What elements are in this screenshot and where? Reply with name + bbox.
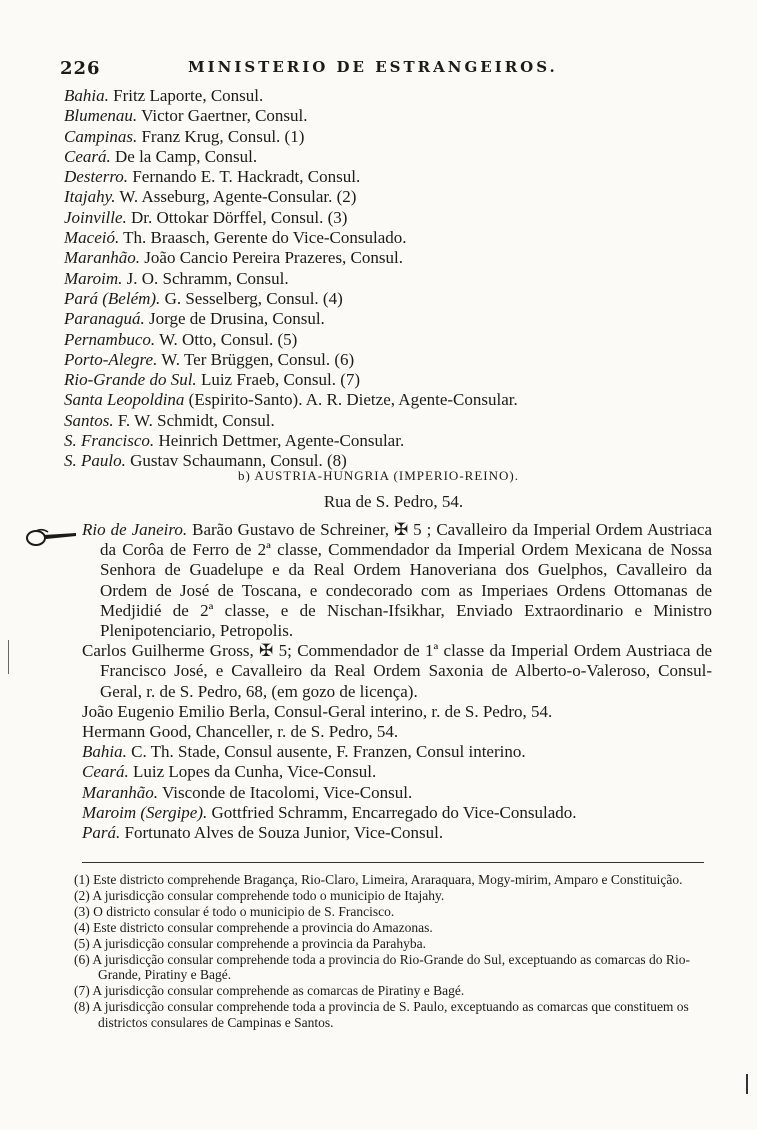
entry-line <box>64 269 704 289</box>
margin-mark <box>8 640 9 674</box>
running-title: MINISTERIO DE ESTRANGEIROS. <box>188 58 558 76</box>
entry-place: Ceará. <box>64 146 111 166</box>
footnote: (7) A jurisdicção consular comprehende as comarcas de Piratiny e Bagé. <box>74 983 465 999</box>
section-address: Rua de S. Pedro, 54. <box>323 492 464 511</box>
entry-place: Maroim (Sergipe). <box>82 802 208 822</box>
entry-place: Pará. <box>82 823 121 843</box>
entry-place: Joinville. <box>64 207 127 227</box>
entry-line <box>82 722 712 742</box>
footnote-divider <box>82 862 704 863</box>
entry-text: C. Th. Stade, Consul ausente, F. Franzen, Consul interino. <box>126 742 526 762</box>
entry-line <box>64 127 704 147</box>
entry-text: W. Ter Brüggen, Consul. (6) <box>157 349 355 369</box>
entry-line <box>64 147 704 167</box>
consul-list-austria <box>82 520 712 843</box>
entry-place: Campinas. <box>64 126 138 146</box>
entry-line <box>82 520 712 641</box>
entry-text: Gustav Schaumann, Consul. (8) <box>125 451 347 471</box>
pointing-hand-icon <box>24 524 80 548</box>
entry-line <box>82 702 712 722</box>
entry-line <box>64 248 704 268</box>
entry-place: Pará (Belém). <box>64 288 161 308</box>
entry-text: Th. Braasch, Gerente do Vice-Consulado. <box>119 228 407 248</box>
entry-place: Maranhão. <box>64 248 141 268</box>
entry-text: Visconde de Itacolomi, Vice-Consul. <box>158 782 413 802</box>
footnote: (3) O districto consular é todo o municipio de S. Francisco. <box>74 903 395 919</box>
entry-place: Maroim. <box>64 268 123 288</box>
entry-text: J. O. Schramm, Consul. <box>122 268 289 288</box>
entry-text: Jorge de Drusina, Consul. <box>144 309 325 329</box>
entry-place: Rio de Janeiro. <box>82 520 188 539</box>
entry-place: Rio-Grande do Sul. <box>64 370 197 390</box>
entry-text: Luiz Fraeb, Consul. (7) <box>196 370 361 390</box>
footnote: (8) A jurisdicção consular comprehende toda a provincia de S. Paulo, exceptuando as comarcas que constituem os districtos consulares de Campinas e Santos. <box>74 999 689 1031</box>
entry-text: (Espirito-Santo). A. R. Dietze, Agente-Consular. <box>184 390 518 410</box>
footnote: (1) Este districto comprehende Bragança, Rio-Claro, Limeira, Araraquara, Mogy-mirim, Amparo e Constituição. <box>74 872 683 887</box>
entry-line <box>82 742 712 762</box>
entry-text: W. Asseburg, Agente-Consular. (2) <box>115 187 357 207</box>
entry-line <box>64 289 704 309</box>
footnote: (5) A jurisdicção consular comprehende a provincia da Parahyba. <box>74 935 426 951</box>
entry-line <box>64 370 704 390</box>
entry-place: Santos. <box>64 410 114 430</box>
entry-text: Victor Gaertner, Consul. <box>137 106 308 126</box>
entry-text: Carlos Guilherme Gross, ✠ 5; Commendador de 1ª classe da Imperial Ordem Austriaca de Francisco José, e Cavalleiro da Real Ordem Saxonia de Alberto-o-Valeroso, Consul-Geral, r. de S. Pedro, 68, (em gozo de licença). <box>82 641 712 701</box>
entry-place: Ceará. <box>82 762 129 782</box>
entry-place: S. Francisco. <box>64 431 155 451</box>
entry-line <box>64 330 704 350</box>
entry-place: Paranaguá. <box>64 309 145 329</box>
footnote: (6) A jurisdicção consular comprehende toda a provincia do Rio-Grande do Sul, exceptuando as comarcas do Rio-Grande, Piratiny e Bagé. <box>74 951 690 983</box>
entry-line <box>64 309 704 329</box>
margin-mark <box>746 1074 748 1094</box>
entry-text: Barão Gustavo de Schreiner, ✠ 5 ; Cavalleiro da Imperial Ordem Austriaca da Corôa de Ferro de 2ª classe, Commendador da Imperial Ordem Mexicana de Nossa Senhora de Guadelupe e da Real Ordem Hanoveriana dos Guelphos, Cavalleiro da Ordem de José de Toscana, e condecorado com as Imperiaes Ordens Ottomanas de Medjidié de 2ª classe, e de Nischan-Ifsikhar, Enviado Extraordinario e Ministro Plenipotenciario, Petropolis. <box>100 520 713 641</box>
entry-line <box>64 228 704 248</box>
entry-place: Bahia. <box>82 742 127 762</box>
entry-place: Desterro. <box>64 167 129 187</box>
entry-place: S. Paulo. <box>64 451 126 471</box>
consul-list-germany <box>64 86 704 472</box>
section-heading-austria: b) AUSTRIA-HUNGRIA (IMPERIO-REINO). <box>238 468 519 483</box>
entry-line <box>82 823 712 843</box>
page-number: 226 <box>60 58 101 79</box>
entry-line <box>64 350 704 370</box>
entry-text: G. Sesselberg, Consul. (4) <box>160 288 343 308</box>
entry-place: Maceió. <box>64 228 120 248</box>
entry-text: João Cancio Pereira Prazeres, Consul. <box>140 248 403 268</box>
entry-line <box>64 431 704 451</box>
entry-line <box>82 803 712 823</box>
entry-place: Maranhão. <box>82 782 159 802</box>
entry-place: Porto-Alegre. <box>64 349 158 369</box>
entry-line <box>82 762 712 782</box>
entry-line <box>64 167 704 187</box>
entry-place: Pernambuco. <box>64 329 156 349</box>
entry-line <box>64 86 704 106</box>
entry-text: Heinrich Dettmer, Agente-Consular. <box>154 431 405 451</box>
entry-text: Dr. Ottokar Dörffel, Consul. (3) <box>126 207 348 227</box>
entry-text: Hermann Good, Chanceller, r. de S. Pedro, 54. <box>82 722 399 742</box>
entry-text: De la Camp, Consul. <box>110 146 258 166</box>
page-header <box>60 52 700 82</box>
footnote: (2) A jurisdicção consular comprehende todo o municipio de Itajahy. <box>74 887 445 903</box>
entry-text: Luiz Lopes da Cunha, Vice-Consul. <box>128 762 377 782</box>
entry-text: Franz Krug, Consul. (1) <box>137 126 305 146</box>
entry-place: Bahia. <box>64 86 109 105</box>
entry-text: F. W. Schmidt, Consul. <box>113 410 275 430</box>
footnotes <box>74 872 714 1031</box>
entry-line <box>64 208 704 228</box>
entry-line <box>64 106 704 126</box>
footnote: (4) Este districto consular comprehende a provincia do Amazonas. <box>74 919 433 935</box>
entry-line <box>64 187 704 207</box>
entry-text: Fortunato Alves de Souza Junior, Vice-Consul. <box>120 823 444 843</box>
entry-place: Itajahy. <box>64 187 116 207</box>
entry-text: Gottfried Schramm, Encarregado do Vice-Consulado. <box>207 802 577 822</box>
entry-text: João Eugenio Emilio Berla, Consul-Geral interino, r. de S. Pedro, 54. <box>82 701 553 721</box>
entry-line <box>82 641 712 702</box>
entry-place: Santa Leopoldina <box>64 390 185 410</box>
entry-text: Fernando E. T. Hackradt, Consul. <box>128 167 361 187</box>
entry-text: W. Otto, Consul. (5) <box>155 329 298 349</box>
entry-line <box>64 411 704 431</box>
entry-line <box>82 783 712 803</box>
entry-text: Fritz Laporte, Consul. <box>108 86 264 105</box>
entry-place: Blumenau. <box>64 106 138 126</box>
entry-line <box>64 390 704 410</box>
